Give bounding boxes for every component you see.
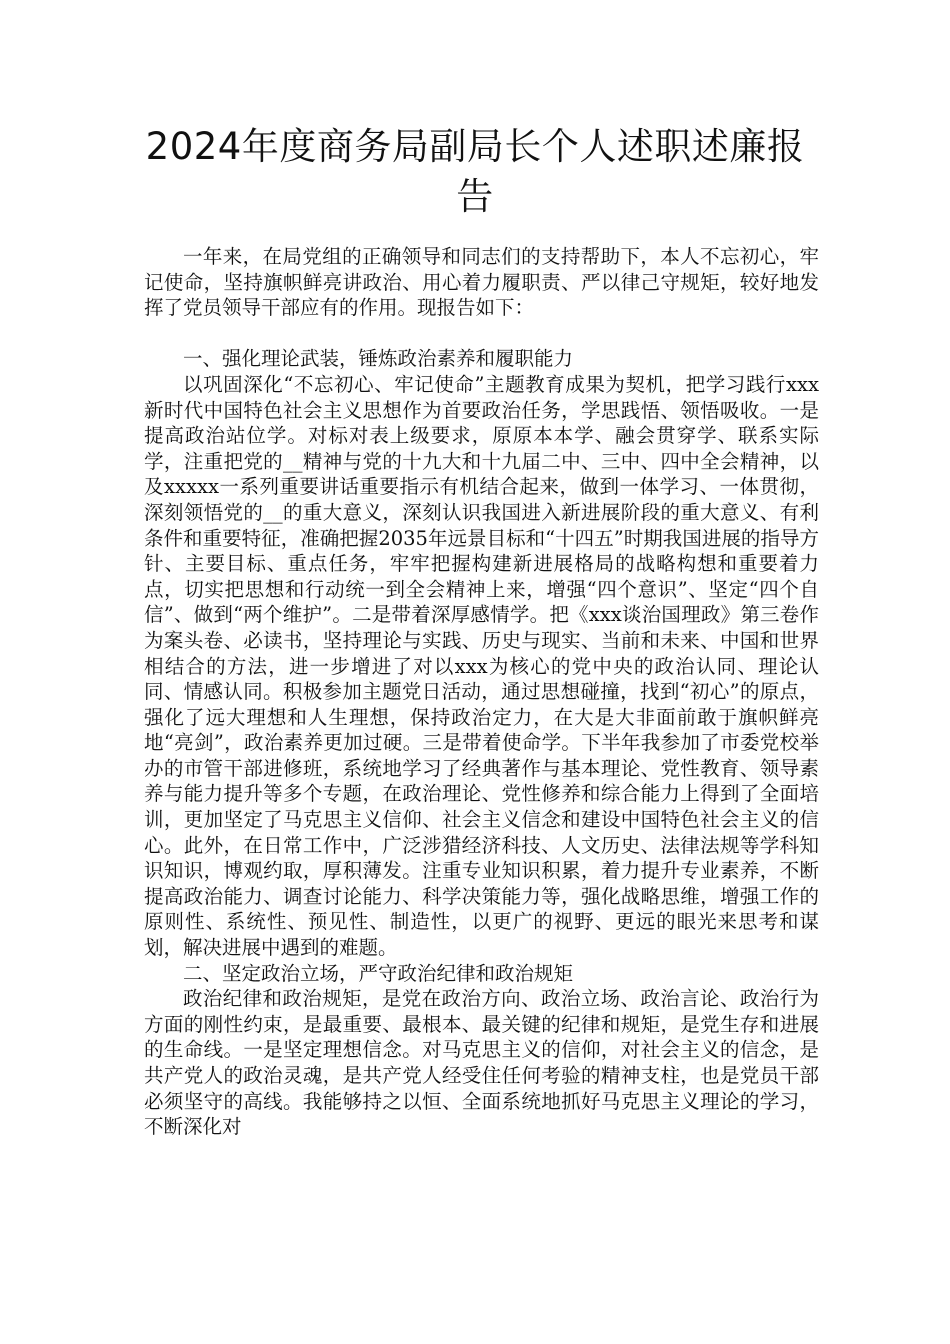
document-body — [144, 244, 819, 1140]
section-heading-1: 一、强化理论武装，锤炼政治素养和履职能力 — [183, 347, 574, 371]
intro-paragraph: 一年来，在局党组的正确领导和同志们的支持帮助下，本人不忘初心，牢记使命，坚持旗帜鲜亮讲政治、用心着力履职责、严以律己守规矩，较好地发挥了党员领导干部应有的作用。现报告如下： — [144, 245, 819, 320]
body-paragraph: 以巩固深化“不忘初心、牢记使命”主题教育成果为契机，把学习践行xxx新时代中国特色社会主义思想作为首要政治任务，学思践悟、领悟吸收。一是提高政治站位学。对标对表上级要求，原原本本学、融会贯穿学、联系实际学，注重把党的__精神与党的十九大和十九届二中、三中、四中全会精神，以及xxxxx一系列重要讲话重要指示有机结合起来，做到一体学习、一体贯彻，深刻领悟党的__的重大意义，深刻认识我国进入新进展阶段的重大意义、有利条件和重要特征，准确把握2035年远景目标和“十四五”时期我国进展的指导方针、主要目标、重点任务，牢牢把握构建新进展格局的战略构想和重要着力点，切实把思想和行动统一到全会精神上来，增强“四个意识”、坚定“四个自信”、做到“两个维护”。二是带着深厚感情学。把《xxx谈治国理政》第三卷作为案头卷、必读书，坚持理论与实践、历史与现实、当前和未来、中国和世界相结合的方法，进一步增进了对以xxx为核心的党中央的政治认同、理论认同、情感认同。积极参加主题党日活动，通过思想碰撞，找到“初心”的原点，强化了远大理想和人生理想，保持政治定力，在大是大非面前敢于旗帜鲜亮地“亮剑”，政治素养更加过硬。三是带着使命学。下半年我参加了市委党校举办的市管干部进修班，系统地学习了经典著作与基本理论、党性教育、领导素养与能力提升等多个专题，在政治理论、党性修养和综合能力上得到了全面培训，更加坚定了马克思主义信仰、社会主义信念和建设中国特色社会主义的信心。此外，在日常工作中，广泛涉猎经济科技、人文历史、法律法规等学科知识知识，博观约取，厚积薄发。注重专业知识积累，着力提升专业素养，不断提高政治能力、调查讨论能力、科学决策能力等，强化战略思维，增强工作的原则性、系统性、预见性、制造性，以更广的视野、更远的眼光来思考和谋划，解决进展中遇到的难题。 — [144, 372, 819, 960]
body-paragraph: 政治纪律和政治规矩，是党在政治方向、政治立场、政治言论、政治行为方面的刚性约束，是最重要、最根本、最关键的纪律和规矩，是党生存和进展的生命线。一是坚定理想信念。对马克思主义的信仰，对社会主义的信念，是共产党人的政治灵魂，是共产党人经受住任何考验的精神支柱，也是党员干部必须坚守的高线。我能够持之以恒、全面系统地抓好马克思主义理论的学习，不断深化对 — [144, 987, 819, 1139]
section-heading-2: 二、坚定政治立场，严守政治纪律和政治规矩 — [183, 961, 574, 985]
document-title: 2024年度商务局副局长个人述职述廉报告 — [145, 125, 805, 218]
